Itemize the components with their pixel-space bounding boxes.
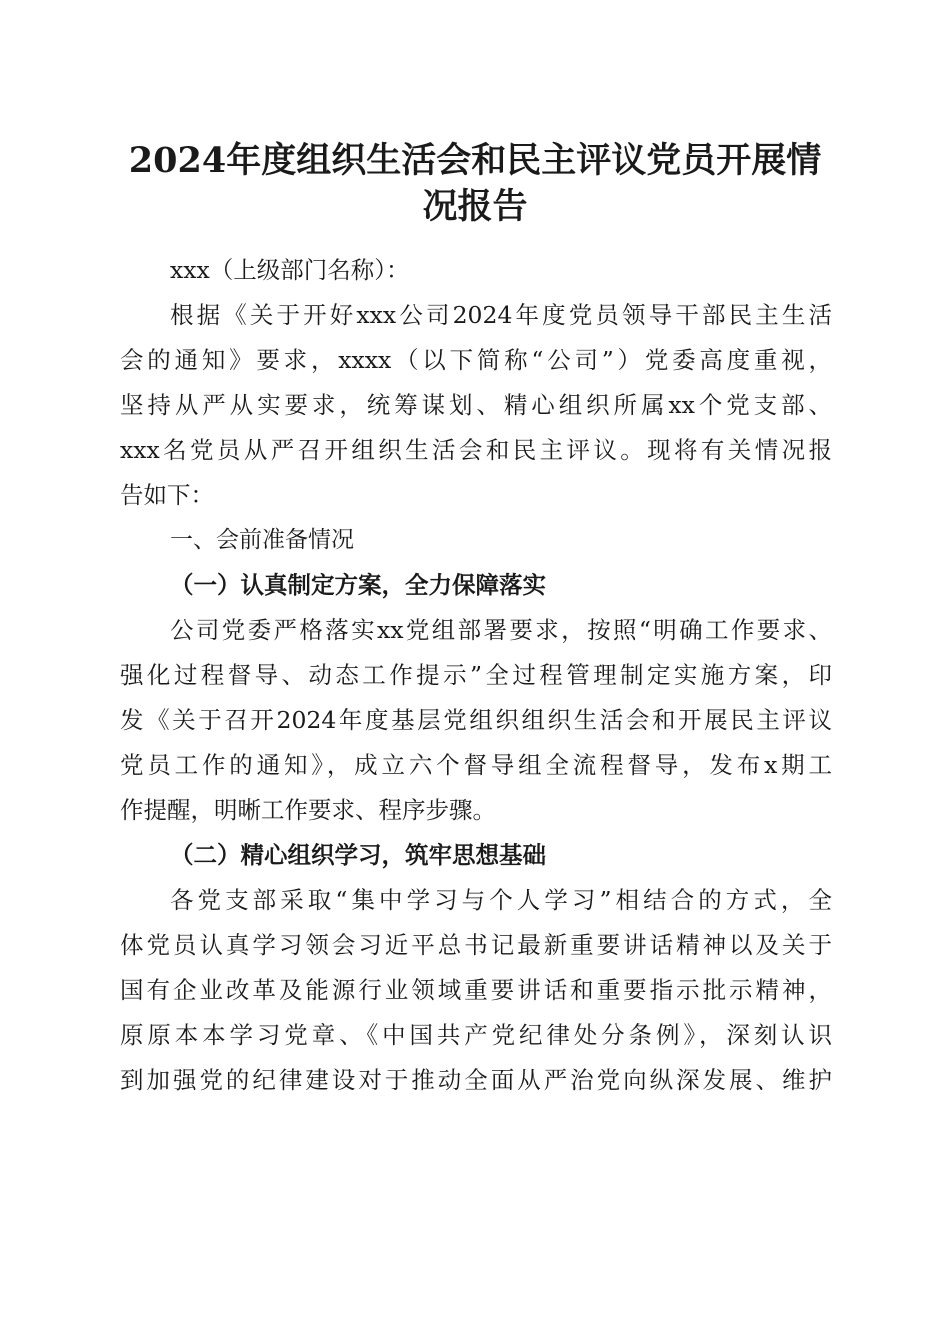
title-line-1: 2024年度组织生活会和民主评议党员开展情 (128, 140, 822, 181)
intro-line: 坚持从严从实要求，统筹谋划、精心组织所属xx个党支部、 (120, 391, 832, 419)
subsection-2-paragraph (120, 878, 832, 1103)
document-body (120, 248, 832, 1103)
subsection-2-heading: （二）精心组织学习，筑牢思想基础 (170, 841, 546, 869)
document-title (120, 138, 830, 230)
paragraph-line: 各党支部采取“集中学习与个人学习”相结合的方式，全 (170, 886, 832, 914)
intro-line: 根据《关于开好xxx公司2024年度党员领导干部民主生活 (170, 301, 832, 329)
paragraph-line: 党员工作的通知》，成立六个督导组全流程督导，发布x期工 (120, 751, 832, 779)
paragraph-line: 国有企业改革及能源行业领域重要讲话和重要指示批示精神， (120, 976, 832, 1004)
intro-line: 会的通知》要求，xxxx（以下简称“公司”）党委高度重视， (120, 346, 832, 374)
intro-line: xxx名党员从严召开组织生活会和民主评议。现将有关情况报 (120, 436, 832, 464)
subsection-1-paragraph (120, 608, 832, 833)
paragraph-line: 原原本本学习党章、《中国共产党纪律处分条例》，深刻认识 (120, 1021, 832, 1049)
title-line-2: 况报告 (422, 186, 528, 227)
paragraph-line: 体党员认真学习领会习近平总书记最新重要讲话精神以及关于 (120, 931, 832, 959)
paragraph-line: 发《关于召开2024年度基层党组织组织生活会和开展民主评议 (120, 706, 832, 734)
paragraph-line: 到加强党的纪律建设对于推动全面从严治党向纵深发展、维护 (120, 1066, 832, 1094)
intro-line: 告如下： (120, 481, 214, 509)
subsection-1-heading: （一）认真制定方案，全力保障落实 (170, 571, 546, 599)
paragraph-line: 公司党委严格落实xx党组部署要求，按照“明确工作要求、 (170, 616, 832, 644)
paragraph-line: 强化过程督导、动态工作提示”全过程管理制定实施方案，印 (120, 661, 832, 689)
section-1-heading: 一、会前准备情况 (170, 527, 354, 553)
salutation: xxx（上级部门名称）： (170, 256, 410, 284)
paragraph-line: 作提醒，明晰工作要求、程序步骤。 (120, 796, 496, 824)
intro-paragraph (120, 293, 832, 518)
